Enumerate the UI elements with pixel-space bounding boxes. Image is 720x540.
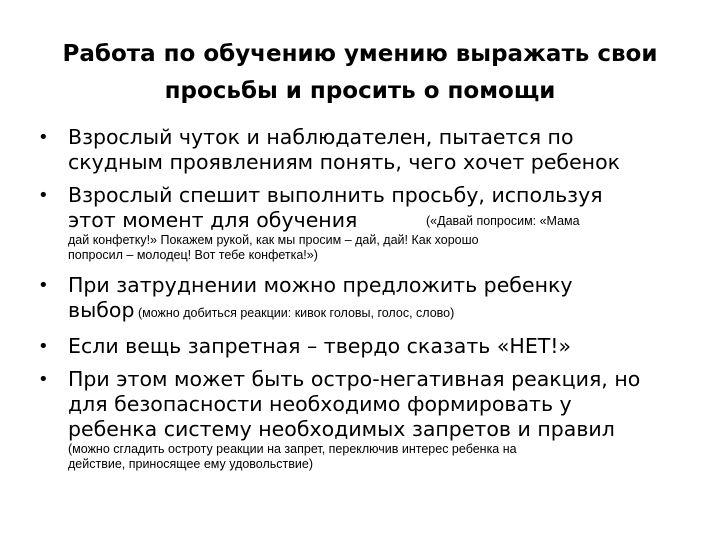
bullet-icon: •	[38, 275, 49, 296]
bullet-4-line-1: Если вещь запретная – твердо сказать «НЕТ!»	[68, 334, 572, 358]
bullet-1-line-1: Взрослый чуток и наблюдателен, пытается по	[68, 125, 574, 149]
bullet-1-line-2: скудным проявлениям понять, чего хочет ребенок	[68, 150, 621, 174]
bullet-icon: •	[38, 336, 49, 357]
bullet-5-line-2: для безопасности необходимо формировать у	[68, 392, 572, 416]
title-line-1: Работа по обучению умению выражать свои	[62, 41, 658, 67]
bullet-5-note-line-2: действие, приносящее ему удовольствие)	[68, 457, 314, 471]
bullet-list	[38, 125, 688, 472]
title-line-2: просьбы и просить о помощи	[164, 78, 556, 104]
bullet-2-note-line-1: дай конфетку!» Покажем рукой, как мы просим – дай, дай! Как хорошо	[68, 233, 479, 247]
bullet-icon: •	[38, 127, 49, 148]
bullet-icon: •	[38, 369, 49, 390]
bullet-3-line-1: При затруднении можно предложить ребенку	[68, 273, 573, 297]
bullet-5-note-line-1: (можно сгладить остроту реакции на запрет, переключив интерес ребенка на	[68, 442, 517, 456]
bullet-item-2	[38, 183, 688, 263]
bullet-item-5	[38, 367, 688, 472]
bullet-icon: •	[38, 185, 49, 206]
bullet-2-line-2	[68, 208, 688, 233]
bullet-2-line-2-text: этот момент для обучения	[68, 208, 358, 232]
bullet-2-inline-note: («Давай попросим: «Мама	[426, 214, 580, 228]
bullet-item-3	[38, 273, 688, 326]
slide-title	[30, 36, 690, 110]
bullet-3-line-2	[68, 298, 688, 326]
bullet-item-1	[38, 125, 688, 175]
bullet-5-line-3: ребенка систему необходимых запретов и правил	[68, 417, 615, 441]
bullet-5-line-1: При этом может быть остро-негативная реакция, но	[68, 367, 641, 391]
bullet-item-4	[38, 334, 688, 359]
bullet-3-line-2-text: выбор	[68, 298, 135, 322]
bullet-2-note-line-2: попросил – молодец! Вот тебе конфетка!»)	[68, 248, 318, 262]
bullet-2-line-1: Взрослый спешит выполнить просьбу, используя	[68, 183, 603, 207]
bullet-3-note: (можно добиться реакции: кивок головы, голос, слово)	[134, 306, 455, 320]
